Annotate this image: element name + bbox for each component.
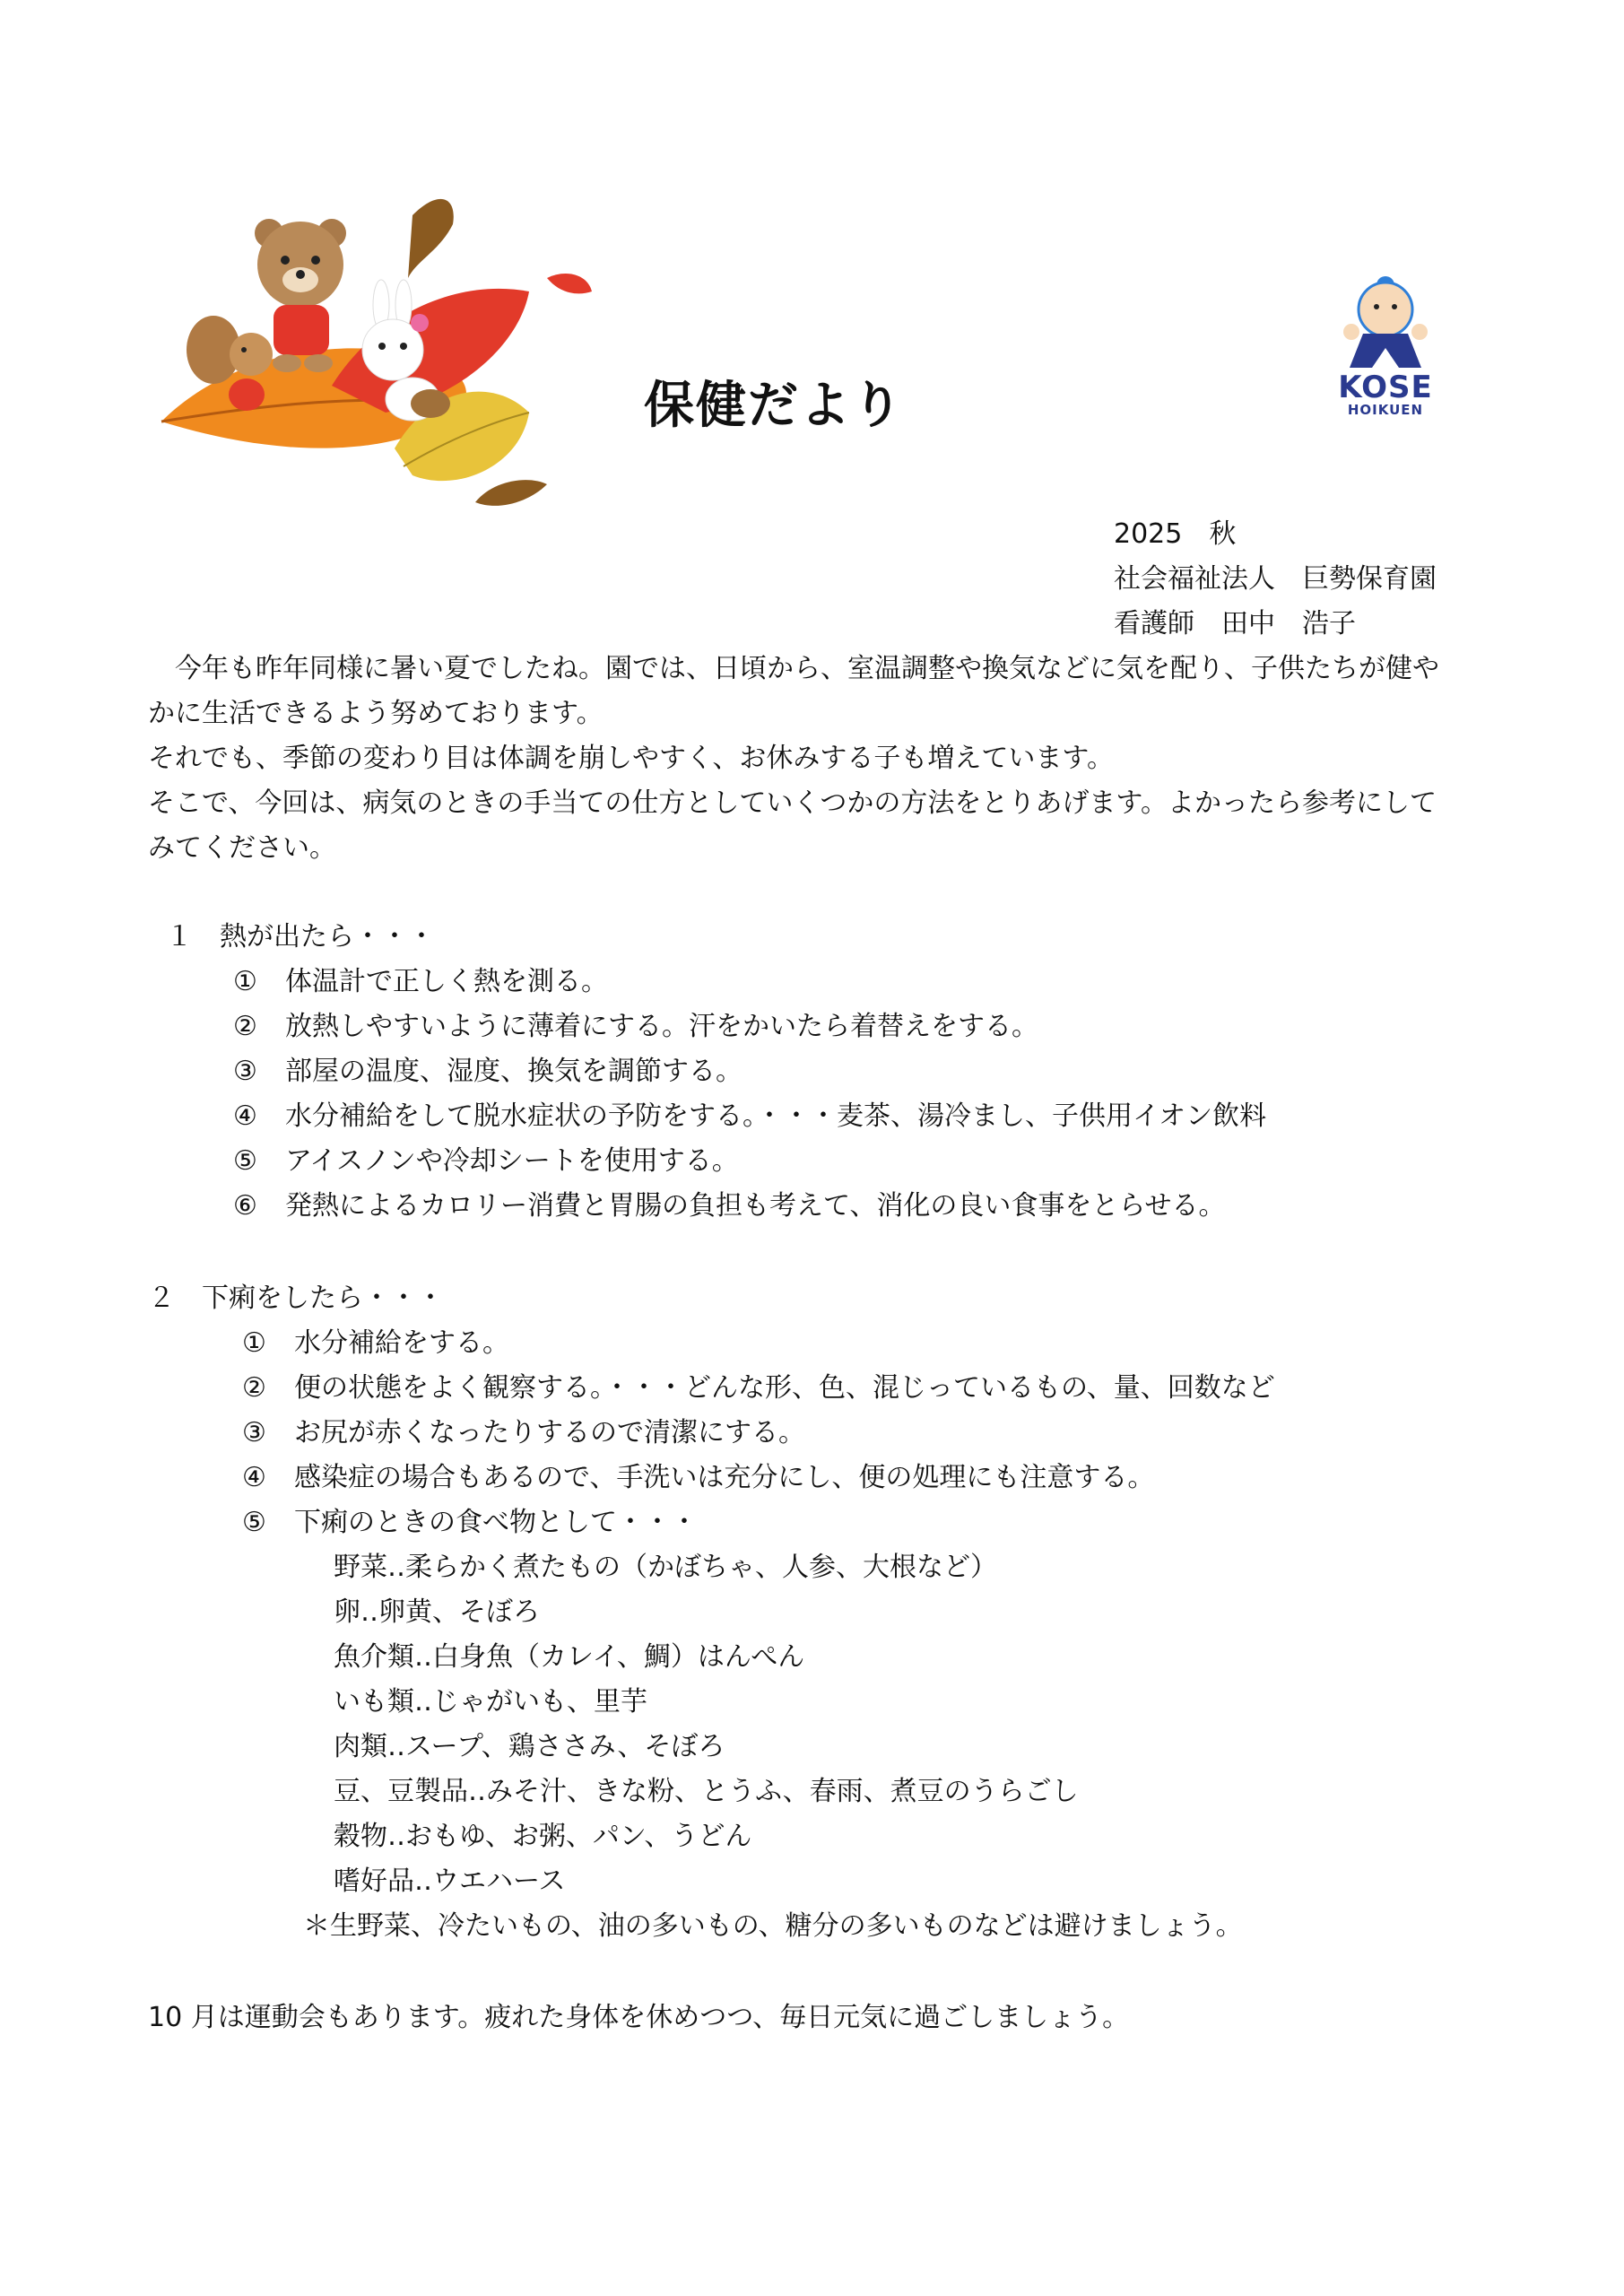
intro-line: かに生活できるよう努めております。 [148, 698, 604, 729]
food-item: 穀物‥おもゆ、お粥、パン、うどん [334, 1821, 752, 1852]
season: 2025 秋 [1114, 518, 1237, 550]
section2-heading: ２ 下痢をしたら・・・ [148, 1283, 444, 1314]
food-item: 豆、豆製品‥みそ汁、きな粉、とうふ、春雨、煮豆のうらごし [334, 1776, 1079, 1807]
section1-item: ② 放熱しやすいように薄着にする。汗をかいたら着替えをする。 [233, 1011, 1038, 1042]
section1-item: ⑥ 発熱によるカロリー消費と胃腸の負担も考えて、消化の良い食事をとらせる。 [233, 1190, 1226, 1222]
food-item: 野菜‥柔らかく煮たもの（かぼちゃ、人参、大根など） [334, 1552, 998, 1583]
food-note: ＊生野菜、冷たいもの、油の多いもの、糖分の多いものなどは避けましょう。 [303, 1910, 1243, 1942]
author: 看護師 田中 浩子 [1114, 608, 1356, 639]
food-item: いも類‥じゃがいも、里芋 [334, 1686, 648, 1718]
intro-line: みてください。 [148, 832, 336, 864]
section2-item: ② 便の状態をよく観察する。・・・どんな形、色、混じっているもの、量、回数など [242, 1372, 1275, 1404]
food-item: 嗜好品‥ウエハース [334, 1866, 566, 1897]
small-red-leaf [547, 274, 592, 293]
intro-line: そこで、今回は、病気のときの手当ての仕方としていくつかの方法をとりあげます。よかったら参考にして [148, 787, 1437, 819]
section1-item: ④ 水分補給をして脱水症状の予防をする。・・・麦茶、湯冷まし、子供用イオン飲料 [233, 1100, 1267, 1132]
logo-mascot-icon [1314, 269, 1457, 372]
food-item: 肉類‥スープ、鶏ささみ、そぼろ [334, 1731, 725, 1762]
section1-item: ③ 部屋の温度、湿度、換気を調節する。 [233, 1056, 743, 1087]
intro-line: それでも、季節の変わり目は体調を崩しやすく、お休みする子も増えています。 [148, 743, 1114, 774]
section1-item: ① 体温計で正しく熱を測る。 [233, 966, 608, 997]
falling-brown-leaf [475, 480, 547, 506]
organization: 社会福祉法人 巨勢保育園 [1114, 563, 1437, 595]
section1-heading: １ 熱が出たら・・・ [166, 921, 435, 952]
brown-leaf [408, 199, 454, 278]
logo-wordmark: KOSE [1338, 370, 1433, 405]
page-title: 保健だより [644, 377, 904, 435]
logo-subtitle: HOIKUEN [1347, 402, 1424, 418]
section2-item: ⑤ 下痢のときの食べ物として・・・ [242, 1507, 698, 1538]
section2-item: ① 水分補給をする。 [242, 1327, 509, 1359]
closing-message: 10 月は運動会もあります。疲れた身体を休めつつ、毎日元気に過ごしましょう。 [148, 2002, 1130, 2033]
food-item: 卵‥卵黄、そぼろ [334, 1596, 541, 1628]
section1-item: ⑤ アイスノンや冷却シートを使用する。 [233, 1145, 739, 1177]
autumn-animals-illustration [143, 179, 610, 529]
intro-line: 今年も昨年同様に暑い夏でしたね。園では、日頃から、室温調整や換気などに気を配り、子供たちが健や [148, 653, 1439, 684]
section2-item: ④ 感染症の場合もあるので、手洗いは充分にし、便の処理にも注意する。 [242, 1462, 1155, 1493]
kose-hoikuen-logo [1314, 269, 1457, 422]
section2-item: ③ お尻が赤くなったりするので清潔にする。 [242, 1417, 805, 1448]
food-item: 魚介類‥白身魚（カレイ、鯛）はんぺん [334, 1641, 805, 1673]
